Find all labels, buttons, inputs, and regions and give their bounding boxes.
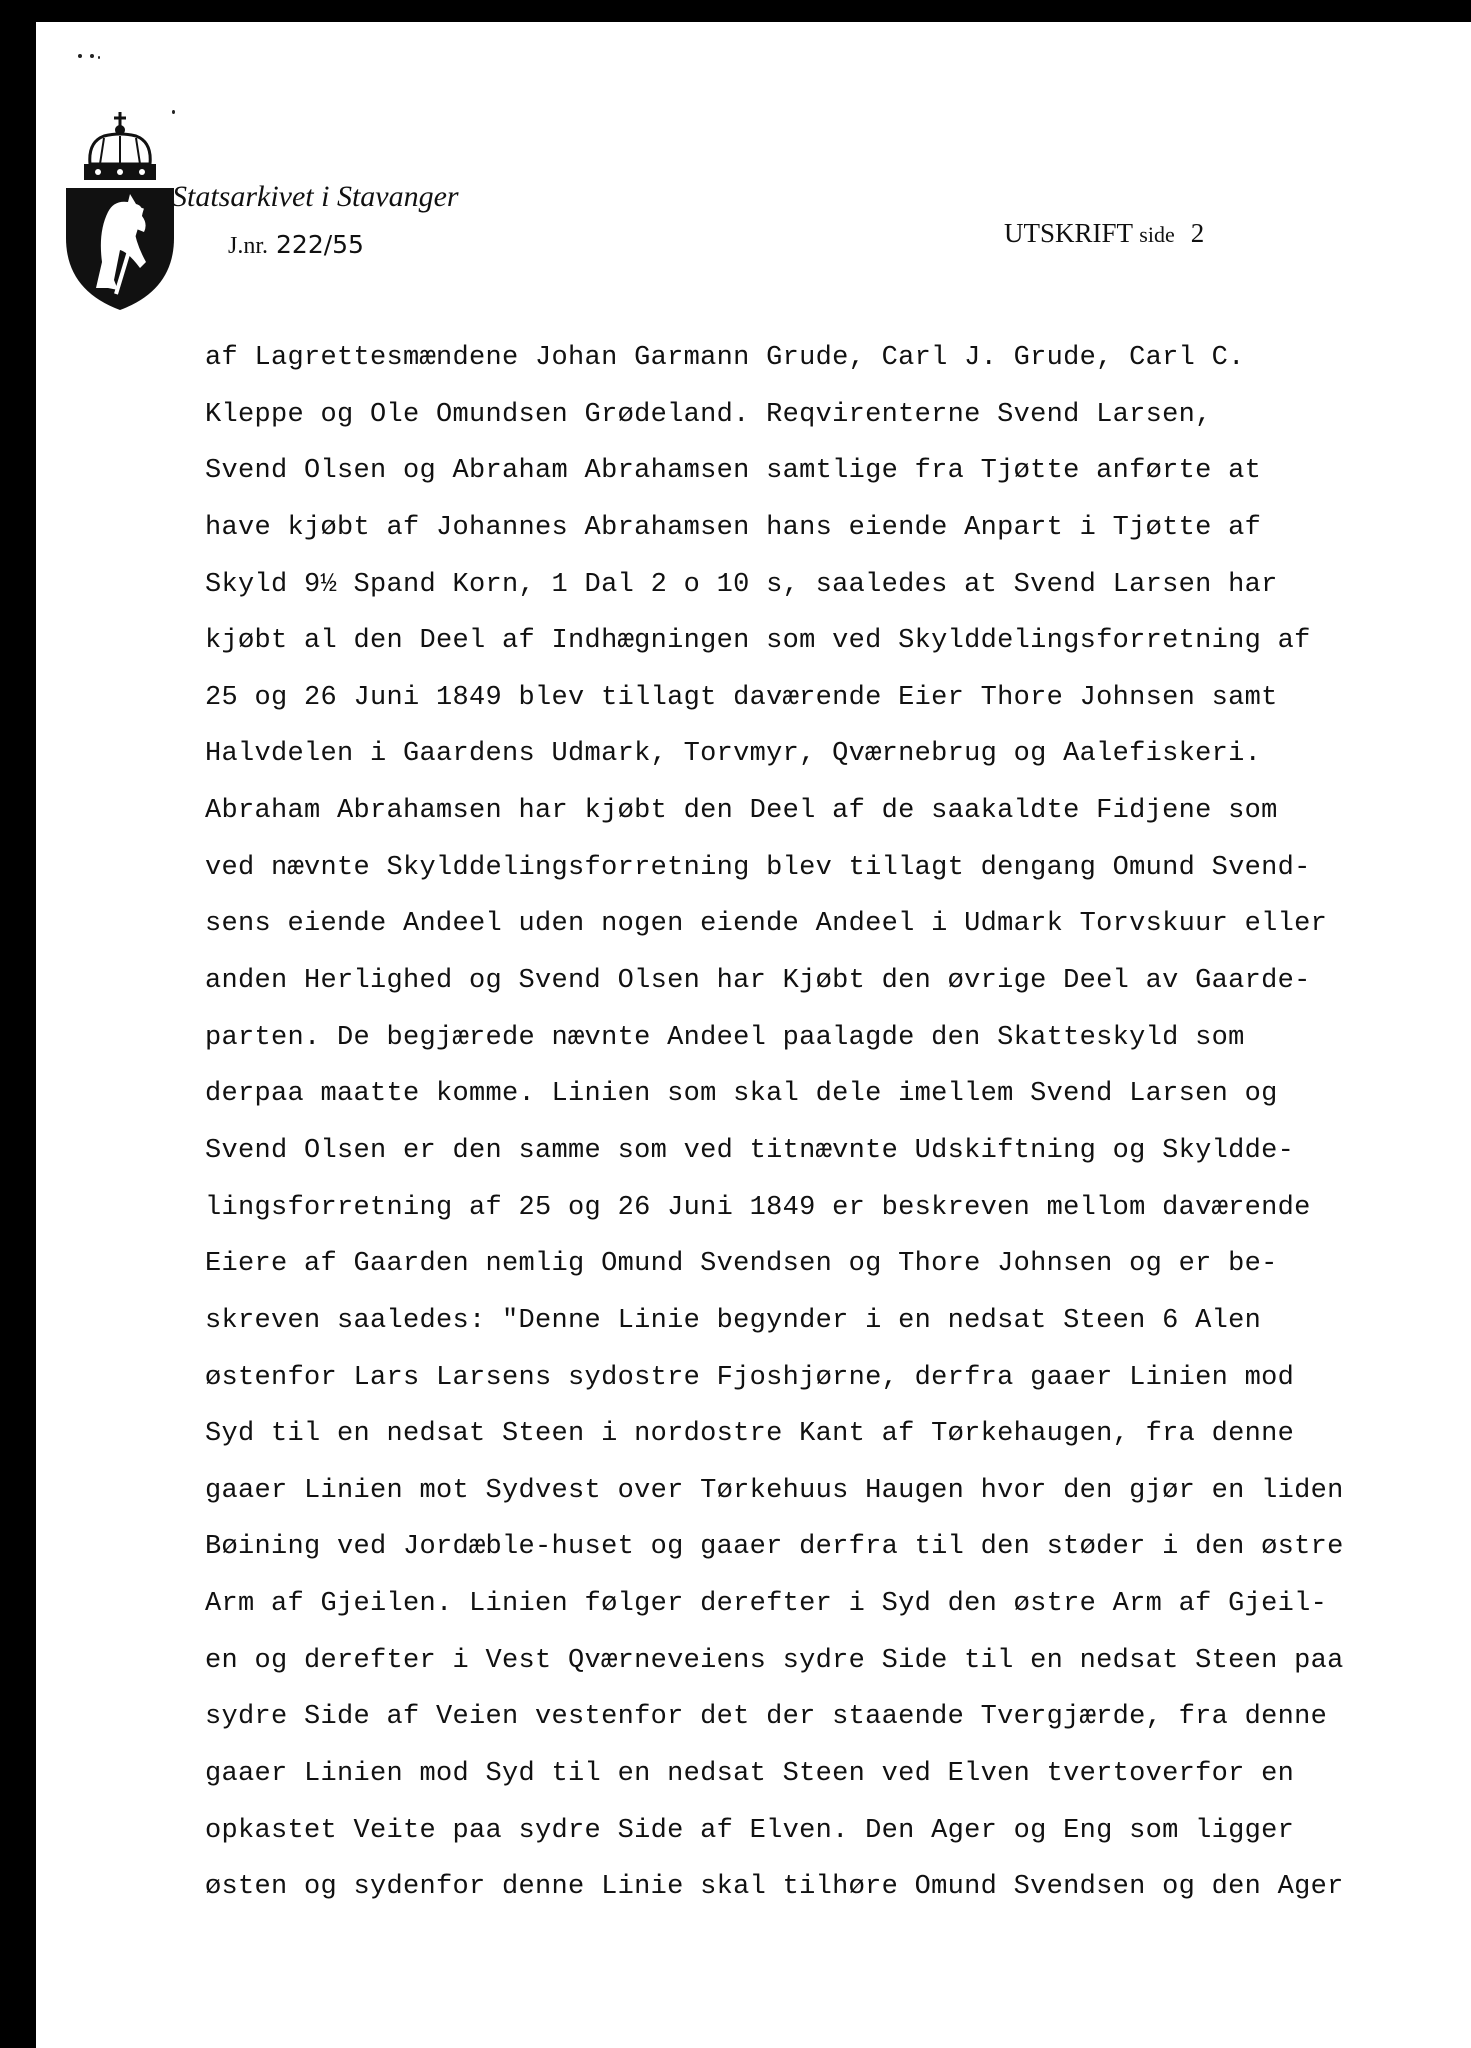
text-line: ved nævnte Skylddelingsforretning blev tillagt dengang Omund Svend- bbox=[205, 852, 1311, 883]
text-line: Eiere af Gaarden nemlig Omund Svendsen og Thore Johnsen og er be- bbox=[205, 1249, 1278, 1280]
page-number: 2 bbox=[1190, 218, 1205, 248]
transcript-body bbox=[205, 330, 1405, 1916]
page-label-small: side bbox=[1139, 222, 1175, 247]
archive-name: Statsarkivet i Stavanger bbox=[172, 180, 459, 213]
text-line: Svend Olsen og Abraham Abrahamsen samtlige fra Tjøtte anførte at bbox=[205, 456, 1262, 487]
text-line: en og derefter i Vest Qværneveiens sydre Side til en nedsat Steen paa bbox=[205, 1645, 1344, 1676]
page-label-main: UTSKRIFT bbox=[1004, 218, 1133, 248]
text-line: Bøining ved Jordæble-huset og gaaer derfra til den støder i den østre bbox=[205, 1532, 1344, 1563]
text-line: Kleppe og Ole Omundsen Grødeland. Reqvirenterne Svend Larsen, bbox=[205, 399, 1212, 430]
text-line: gaaer Linien mot Sydvest over Tørkehuus Haugen hvor den gjør en liden bbox=[205, 1475, 1344, 1506]
text-line: sydre Side af Veien vestenfor det der staaende Tvergjærde, fra denne bbox=[205, 1702, 1328, 1733]
page-label bbox=[1004, 218, 1204, 249]
text-line: gaaer Linien mod Syd til en nedsat Steen ved Elven tvertoverfor en bbox=[205, 1759, 1295, 1790]
text-line: Skyld 9½ Spand Korn, 1 Dal 2 o 10 s, saaledes at Svend Larsen har bbox=[205, 569, 1278, 600]
text-line: parten. De begjærede nævnte Andeel paalagde den Skatteskyld som bbox=[205, 1022, 1245, 1053]
text-line: Arm af Gjeilen. Linien følger derefter i Syd den østre Arm af Gjeil- bbox=[205, 1589, 1328, 1620]
journal-label: J.nr. bbox=[228, 233, 269, 259]
text-line: have kjøbt af Johannes Abrahamsen hans eiende Anpart i Tjøtte af bbox=[205, 512, 1262, 543]
text-line: kjøbt al den Deel af Indhægningen som ved Skylddelingsforretning af bbox=[205, 626, 1311, 657]
text-line: Svend Olsen er den samme som ved titnævnte Udskiftning og Skyldde- bbox=[205, 1135, 1295, 1166]
text-line: skreven saaledes: "Denne Linie begynder i en nedsat Steen 6 Alen bbox=[205, 1305, 1262, 1336]
text-line: opkastet Veite paa sydre Side af Elven. Den Ager og Eng som ligger bbox=[205, 1815, 1295, 1846]
text-line: af Lagrettesmændene Johan Garmann Grude, Carl J. Grude, Carl C. bbox=[205, 343, 1245, 373]
text-line: Halvdelen i Gaardens Udmark, Torvmyr, Qværnebrug og Aalefiskeri. bbox=[205, 739, 1262, 770]
text-line: derpaa maatte komme. Linien som skal dele imellem Svend Larsen og bbox=[205, 1079, 1278, 1110]
text-line: sens eiende Andeel uden nogen eiende Andeel i Udmark Torvskuur eller bbox=[205, 909, 1328, 940]
text-line: Syd til en nedsat Steen i nordostre Kant af Tørkehaugen, fra denne bbox=[205, 1419, 1295, 1450]
text-line: anden Herlighed og Svend Olsen har Kjøbt den øvrige Deel av Gaarde- bbox=[205, 966, 1311, 997]
journal-number: 222/55 bbox=[276, 230, 364, 259]
text-line: østen og sydenfor denne Linie skal tilhøre Omund Svendsen og den Ager bbox=[205, 1872, 1344, 1903]
text-line: østenfor Lars Larsens sydostre Fjoshjørne, derfra gaaer Linien mod bbox=[205, 1362, 1295, 1393]
journal-number-block bbox=[228, 230, 364, 260]
text-line: lingsforretning af 25 og 26 Juni 1849 er beskreven mellom daværende bbox=[205, 1192, 1311, 1223]
text-line: 25 og 26 Juni 1849 blev tillagt daværende Eier Thore Johnsen samt bbox=[205, 682, 1278, 713]
norwegian-coat-of-arms-icon bbox=[58, 112, 180, 312]
text-line: Abraham Abrahamsen har kjøbt den Deel af de saakaldte Fidjene som bbox=[205, 796, 1278, 827]
